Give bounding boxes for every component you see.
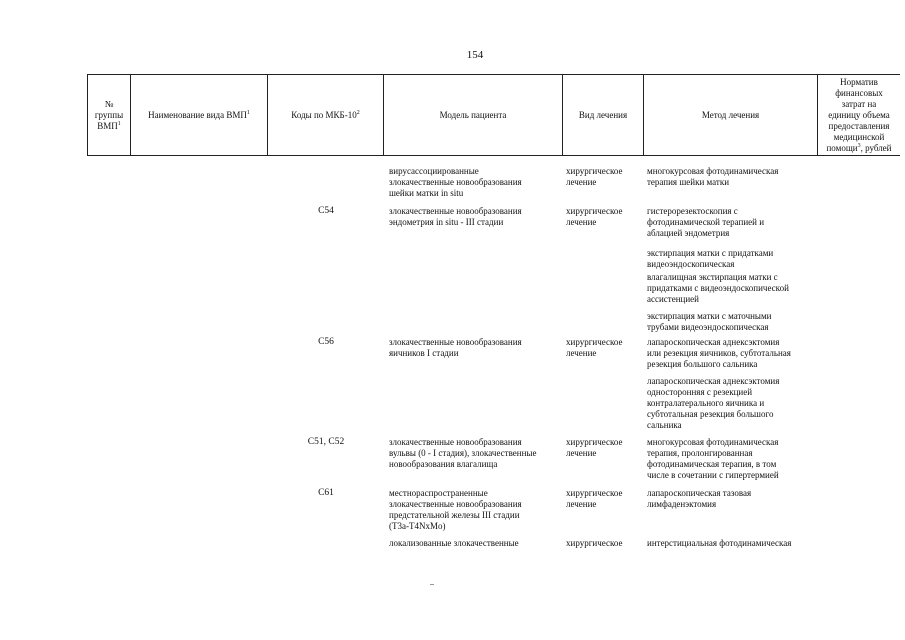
treatment-type-cell: хирургическое лечение — [566, 337, 623, 358]
treatment-method-cell: лапароскопическая аднексэктомия или резекция яичников, субтотальная резекция большого сальника — [647, 337, 791, 369]
treatment-type-cell: хирургическое лечение — [566, 488, 623, 509]
mkb-code-c56: C56 — [318, 337, 334, 347]
treatment-method-cell: многокурсовая фотодинамическая терапия, пролонгированная фотодинамическая терапия, в том числе в сочетании с гипертермией — [647, 437, 779, 480]
patient-model-cell: локализованные злокачественные — [389, 538, 519, 548]
mkb-code-c54: C54 — [318, 206, 334, 216]
treatment-method-cell: многокурсовая фотодинамическая терапия шейки матки — [647, 166, 779, 187]
treatment-type-cell: хирургическое лечение — [566, 166, 623, 187]
treatment-type-cell: хирургическое лечение — [566, 437, 623, 458]
treatment-method-cell: влагалищная экстирпация матки с придатками с видеоэндоскопической ассистенцией — [647, 272, 789, 304]
scan-artifact — [430, 584, 434, 585]
treatment-method-cell: гистерорезектоскопия с фотодинамической терапией и аблацией эндометрия — [647, 206, 765, 238]
patient-model-cell: злокачественные новообразования эндометрия in situ - III стадии — [389, 206, 522, 227]
patient-model-cell: вирусассоциированные злокачественные новообразования шейки матки in situ — [389, 166, 522, 198]
treatment-method-cell: экстирпация матки с маточными трубами видеоэндоскопическая — [647, 311, 772, 332]
header-treatment-type: Вид лечения — [578, 109, 628, 120]
treatment-method-cell: лапароскопическая аднексэктомия односторонняя с резекцией контралатерального яичника и субтотальная резекция большого сальника — [647, 376, 780, 430]
mkb-code-c61: C61 — [318, 488, 334, 498]
treatment-method-cell: лапароскопическая тазовая лимфаденэктомия — [647, 488, 752, 509]
treatment-method-cell: экстирпация матки с придатками видеоэндоскопическая — [647, 248, 774, 269]
treatment-type-cell: хирургическое лечение — [566, 206, 623, 227]
mkb-code-c51-c52: C51, C52 — [307, 437, 345, 447]
header-mkb-codes: Коды по МКБ-$10^2$ — [291, 109, 360, 120]
patient-model-cell: злокачественные новообразования вульвы (0 - I стадия), злокачественные новообразования влагалища — [389, 437, 537, 469]
header-financial-norm: Норматив финансовых затрат на единицу объема предоставления медицинской помощи$^3$, рублей — [826, 76, 892, 153]
header-patient-model: Модель пациента — [439, 109, 507, 120]
patient-model-cell: местнораспространенные злокачественные новообразования предстательной железы III стадии (T3a-T4NxMo) — [389, 488, 522, 531]
header-group-number: № группы ВМП$^1$ — [94, 98, 124, 131]
patient-model-cell: злокачественные новообразования яичников I стадии — [389, 337, 522, 358]
treatment-method-cell: интерстициальная фотодинамическая — [647, 538, 792, 548]
header-treatment-method: Метод лечения — [701, 109, 760, 120]
page-number: 154 — [466, 49, 484, 61]
header-bottom-border — [87, 155, 900, 156]
treatment-type-cell: хирургическое — [566, 538, 623, 548]
header-vmp-name: Наименование вида ВМП$^1$ — [148, 109, 250, 120]
